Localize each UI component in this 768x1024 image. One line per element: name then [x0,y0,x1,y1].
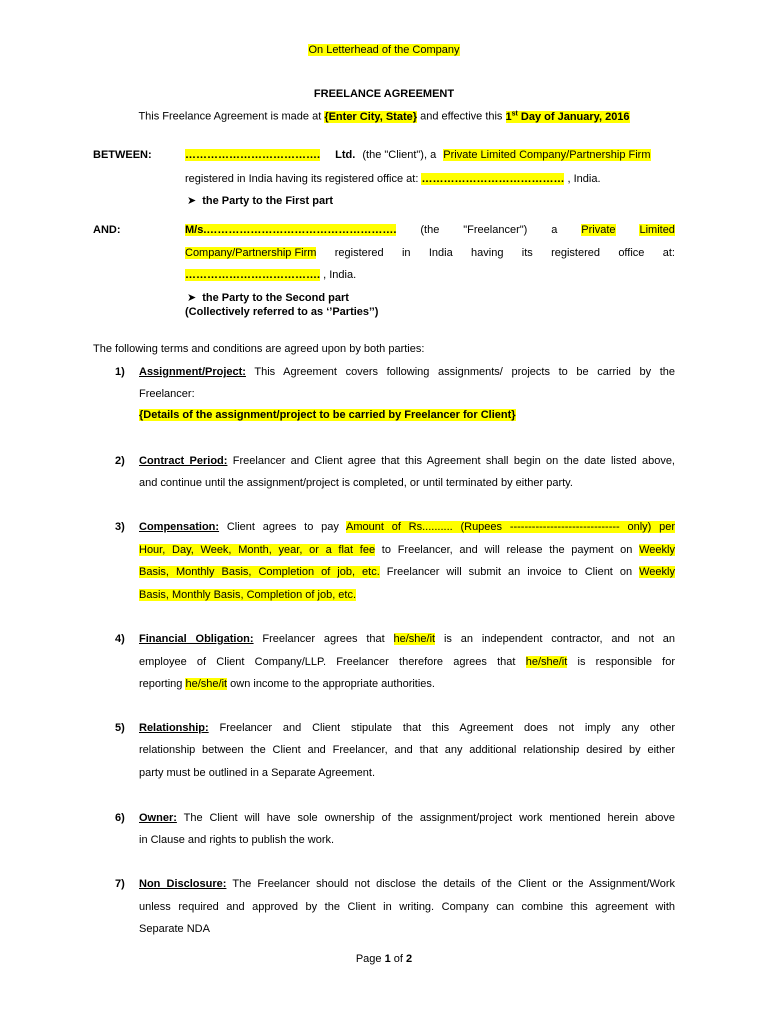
between-line1: ………………………………. Ltd. (the "Client"), a Private Limited Company/Partnership Firm [185,149,651,161]
second-party-label: ➤ the Party to the Second part [187,292,349,304]
and-label: AND: [93,224,121,236]
and-line1: M/s.……………………………………………. (the "Freelancer") a Private Limited [185,224,675,236]
collective-note: (Collectively referred to as ‘’Parties’’) [185,306,379,318]
clause-7-line3: Separate NDA [139,923,210,935]
clause-5-line2: relationship between the Client and Freelancer, and that any additional relationship desired by either [139,744,675,756]
place-field: {Enter City, State} [324,110,418,123]
and-line2: Company/Partnership Firm registered in India having its registered office at: [185,247,675,259]
clause-6-line2: in Clause and rights to publish the work. [139,834,335,846]
between-line2: registered in India having its registered office at: ………………………………… , India. [185,173,601,185]
arrow-icon: ➤ [187,292,197,304]
clause-6-line1: Owner: The Client will have sole ownership of the assignment/project work mentioned herein above [139,812,675,824]
clause-3-line4: Basis, Monthly Basis, Completion of job, etc. [139,589,357,601]
clause-1-line2: Freelancer: [139,388,195,400]
clause-2-line2: and continue until the assignment/project is completed, or until terminated by either party. [139,477,573,489]
clause-4-line2: employee of Client Company/LLP. Freelancer therefore agrees that he/she/it is responsible for [139,656,675,668]
clause-2-line1: Contract Period: Freelancer and Client agree that this Agreement shall begin on the date listed above, [139,455,675,467]
clause-5-line1: Relationship: Freelancer and Client stipulate that this Agreement does not imply any other [139,722,675,734]
arrow-icon: ➤ [187,195,197,207]
clause-number: 1) [115,366,125,378]
page-number: Page 1 of 2 [355,953,413,965]
letterhead: On Letterhead of the Company [308,44,460,56]
date-field: 1st Day of January, 2016 [505,110,630,123]
clause-4-line1: Financial Obligation: Freelancer agrees that he/she/it is an independent contractor, and not an [139,633,675,645]
document-title: FREELANCE AGREEMENT [313,88,455,100]
terms-intro: The following terms and conditions are agreed upon by both parties: [93,343,425,355]
clause-number: 3) [115,521,125,533]
clause-5-line3: party must be outlined in a Separate Agreement. [139,767,376,779]
clause-4-line3: reporting he/she/it own income to the appropriate authorities. [139,678,435,690]
clause-number: 6) [115,812,125,824]
clause-1-line1: Assignment/Project: This Agreement covers following assignments/ projects to be carried by the [139,366,675,378]
clause-3-line3: Basis, Monthly Basis, Completion of job, etc. Freelancer will submit an invoice to Client on Weekly [139,566,675,578]
clause-number: 2) [115,455,125,467]
between-label: BETWEEN: [93,149,152,161]
clause-number: 5) [115,722,125,734]
and-line3: ………………………………. , India. [185,269,357,281]
clause-7-line1: Non Disclosure: The Freelancer should not disclose the details of the Client or the Assignment/Work [139,878,675,890]
clause-number: 7) [115,878,125,890]
clause-3-line2: Hour, Day, Week, Month, year, or a flat fee to Freelancer, and will release the payment on Weekly [139,544,675,556]
clause-1-line3: {Details of the assignment/project to be carried by Freelancer for Client} [139,409,516,421]
intro-line: This Freelance Agreement is made at {Enter City, State} and effective this 1st Day of January, 2016 [138,110,630,123]
clause-7-line2: unless required and approved by the Client in writing. Company can combine this agreement with [139,901,675,913]
clause-3-line1: Compensation: Client agrees to pay Amount of Rs.......... (Rupees ------------------------------ only) per [139,521,676,533]
clause-number: 4) [115,633,125,645]
first-party-label: ➤ the Party to the First part [187,195,334,207]
